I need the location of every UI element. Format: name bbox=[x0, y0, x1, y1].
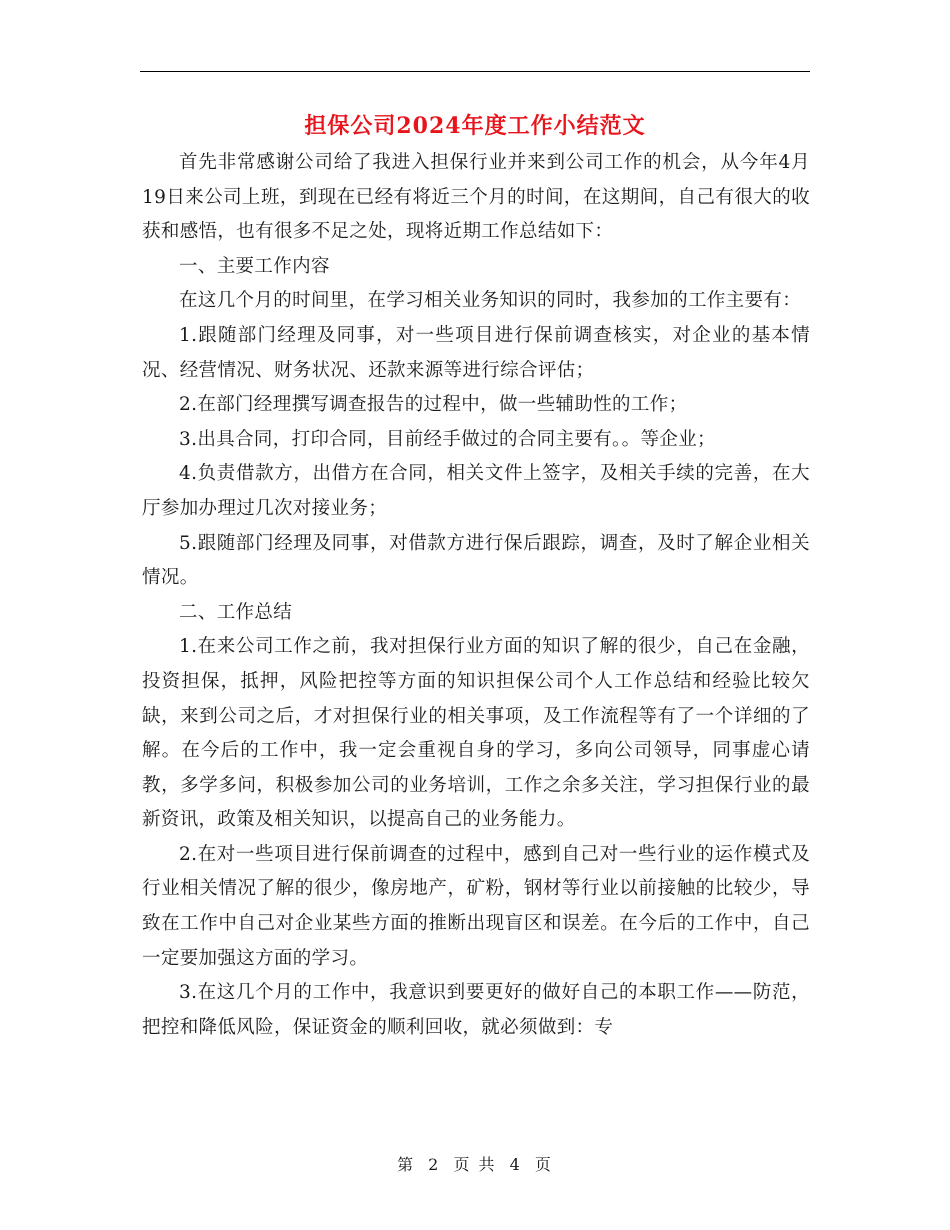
footer-current-page: 2 bbox=[428, 1155, 441, 1174]
header-rule bbox=[140, 71, 810, 72]
section-heading-main-work: 一、主要工作内容 bbox=[179, 255, 330, 277]
list-item-work-1: 1.跟随部门经理及同事，对一些项目进行保前调查核实，对企业的基本情况、经营情况、财务状况、还款来源等进行综合评估； bbox=[142, 324, 810, 381]
list-item-summary-3: 3.在这几个月的工作中，我意识到要更好的做好自己的本职工作——防范，把控和降低风险，保证资金的顺利回收，就必须做到：专 bbox=[142, 982, 810, 1038]
page-footer bbox=[0, 1152, 950, 1175]
list-item-work-2: 2.在部门经理撰写调查报告的过程中，做一些辅助性的工作； bbox=[179, 394, 688, 416]
footer-prefix: 第 bbox=[397, 1155, 416, 1174]
list-item-work-3: 3.出具合同，打印合同，目前经手做过的合同主要有。。等企业； bbox=[179, 428, 716, 450]
paragraph-main-work-intro: 在这几个月的时间里，在学习相关业务知识的同时，我参加的工作主要有： bbox=[179, 290, 802, 312]
footer-middle: 页 共 bbox=[453, 1155, 497, 1174]
footer-total-pages: 4 bbox=[509, 1155, 522, 1174]
list-item-work-4: 4.负责借款方，出借方在合同，相关文件上签字，及相关手续的完善，在大厅参加办理过几次对接业务； bbox=[142, 463, 810, 519]
footer-suffix: 页 bbox=[534, 1155, 553, 1174]
document-title: 担保公司2024年度工作小结范文 bbox=[304, 113, 646, 139]
section-heading-summary: 二、工作总结 bbox=[179, 601, 293, 623]
list-item-work-5: 5.跟随部门经理及同事，对借款方进行保后跟踪，调查，及时了解企业相关情况。 bbox=[142, 532, 810, 589]
paragraph-intro: 首先非常感谢公司给了我进入担保行业并来到公司工作的机会，从今年4月19日来公司上班，到现在已经有将近三个月的时间，在这期间，自己有很大的收获和感悟，也有很多不足之处，现将近期工作总结如下： bbox=[142, 152, 810, 243]
document-body bbox=[142, 146, 810, 1045]
list-item-summary-2: 2.在对一些项目进行保前调查的过程中，感到自己对一些行业的运作模式及行业相关情况了解的很少，像房地产，矿粉，钢材等行业以前接触的比较少，导致在工作中自己对企业某些方面的推断出现盲区和误差。在今后的工作中，自己一定要加强这方面的学习。 bbox=[142, 843, 810, 969]
list-item-summary-1: 1.在来公司工作之前，我对担保行业方面的知识了解的很少，自己在金融，投资担保，抵押，风险把控等方面的知识担保公司个人工作总结和经验比较欠缺，来到公司之后，才对担保行业的相关事项，及工作流程等有了一个详细的了解。在今后的工作中，我一定会重视自身的学习，多向公司领导，同事虚心请教，多学多问，积极参加公司的业务培训，工作之余多关注，学习担保行业的最新资讯，政策及相关知识，以提高自己的业务能力。 bbox=[142, 636, 810, 831]
